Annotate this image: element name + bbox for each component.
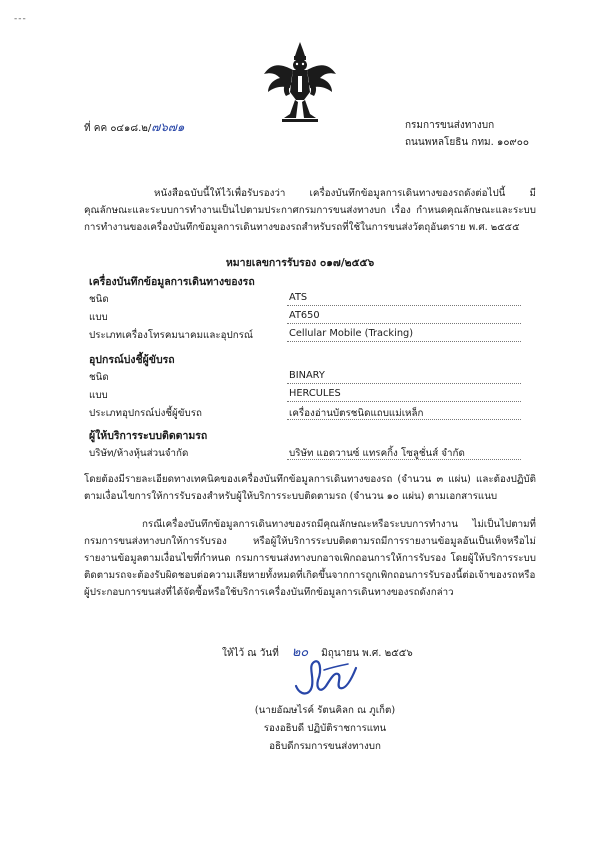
org-name: กรมการขนส่งทางบก <box>405 120 495 131</box>
detail-label: แบบ <box>89 312 108 323</box>
detail-value: AT650 <box>287 310 521 324</box>
date-month-year: มิถุนายน พ.ศ. ๒๕๕๖ <box>321 648 413 659</box>
detail-row <box>89 446 521 462</box>
detail-label: บริษัท/ห้างหุ้นส่วนจำกัด <box>89 448 189 459</box>
date-prefix: ให้ไว้ ณ วันที่ <box>222 648 279 659</box>
revocation-paragraph: กรณีเครื่องบันทึกข้อมูลการเดินทางของรถมีคุณลักษณะหรือระบบการทำงาน ไม่เป็นไปตามที่กรมการขนส่งทางบกให้การรับรอง หรือผู้ให้บริการระบบติดตามรถมีการรายงานข้อมูลอันเป็นเท็จหรือไม่รายงานข้อมูลตามเงื่อนไขที่กำหนด กรมการขนส่งทางบกอาจเพิกถอนการให้การรับรอง โดยผู้ให้บริการระบบติดตามรถจะต้องรับผิดชอบต่อความเสียหายทั้งหมดที่เกิดขึ้นจากการถูกเพิกถอนการรับรองนี้ต่อเจ้าของรถหรือผู้ประกอบการขนส่งที่ได้จัดซื้อหรือใช้บริการเครื่องบันทึกข้อมูลการเดินทางของรถดังกล่าว <box>84 519 536 598</box>
issuing-organization <box>405 117 529 151</box>
detail-row <box>89 292 521 308</box>
detail-value: Cellular Mobile (Tracking) <box>287 328 521 342</box>
reference-number <box>84 118 184 137</box>
garuda-emblem-icon <box>262 40 338 124</box>
detail-label: ชนิด <box>89 294 109 305</box>
section-heading-recorder: เครื่องบันทึกข้อมูลการเดินทางของรถ <box>89 276 255 288</box>
detail-value: บริษัท แอดวานซ์ แทรคกิ้ง โซลูชั่นส์ จำกัด <box>287 446 521 460</box>
detail-label: แบบ <box>89 390 108 401</box>
detail-value: HERCULES <box>287 388 521 402</box>
signer-name: (นายอัฌษไรค์ รัตนคิลก ณ ภูเก็ต) <box>254 705 396 716</box>
detail-row <box>89 310 521 326</box>
date-day-handwritten: ๒๐ <box>291 645 309 660</box>
certificate-number: หมายเลขการรับรอง ๐๑๗/๒๕๕๖ <box>225 257 375 269</box>
signer-title-2: อธิบดีกรมการขนส่งทางบก <box>269 741 381 752</box>
detail-value: ATS <box>287 292 521 306</box>
org-address: ถนนพหลโยธิน กทม. ๑๐๙๐๐ <box>405 137 529 148</box>
signer-title-1: รองอธิบดี ปฏิบัติราชการแทน <box>263 723 387 734</box>
detail-label: ประเภทอุปกรณ์บ่งชี้ผู้ขับรถ <box>89 408 202 419</box>
reference-number-handwritten: ๗๖๗๑ <box>151 120 185 134</box>
detail-row <box>89 406 521 422</box>
signature-icon <box>290 656 360 700</box>
detail-label: ชนิด <box>89 372 109 383</box>
detail-value: เครื่องอ่านบัตรชนิดแถบแม่เหล็ก <box>287 406 521 420</box>
detail-value: BINARY <box>287 370 521 384</box>
section-heading-driver-id: อุปกรณ์บ่งชี้ผู้ขับรถ <box>89 354 175 366</box>
reference-prefix: ที่ คค ๐๔๑๘.๒/ <box>84 123 152 134</box>
corner-mark: --- <box>14 14 27 24</box>
detail-row <box>89 388 521 404</box>
detail-row <box>89 370 521 386</box>
conditions-paragraph: โดยต้องมีรายละเอียดทางเทคนิคของเครื่องบันทึกข้อมูลการเดินทางของรถ (จำนวน ๓ แผ่น) และต้องปฏิบัติตามเงื่อนไขการให้การรับรองสำหรับผู้ให้บริการระบบติดตามรถ (จำนวน ๑๐ แผ่น) ตามเอกสารแนบ <box>84 474 536 502</box>
intro-paragraph: หนังสือฉบับนี้ให้ไว้เพื่อรับรองว่า เครื่องบันทึกข้อมูลการเดินทางของรถดังต่อไปนี้ มีคุณลักษณะและระบบการทำงานเป็นไปตามประกาศกรมการขนส่งทางบก เรื่อง กำหนดคุณลักษณะและระบบการทำงานของเครื่องบันทึกข้อมูลการเดินทางของรถสำหรับรถที่ใช้ในการขนส่งวัตถุอันตราย พ.ศ. ๒๕๕๕ <box>84 188 536 233</box>
detail-row <box>89 328 521 344</box>
detail-label: ประเภทเครื่องโทรคมนาคมและอุปกรณ์ <box>89 330 254 341</box>
section-heading-tracking-provider: ผู้ให้บริการระบบติดตามรถ <box>89 430 208 442</box>
